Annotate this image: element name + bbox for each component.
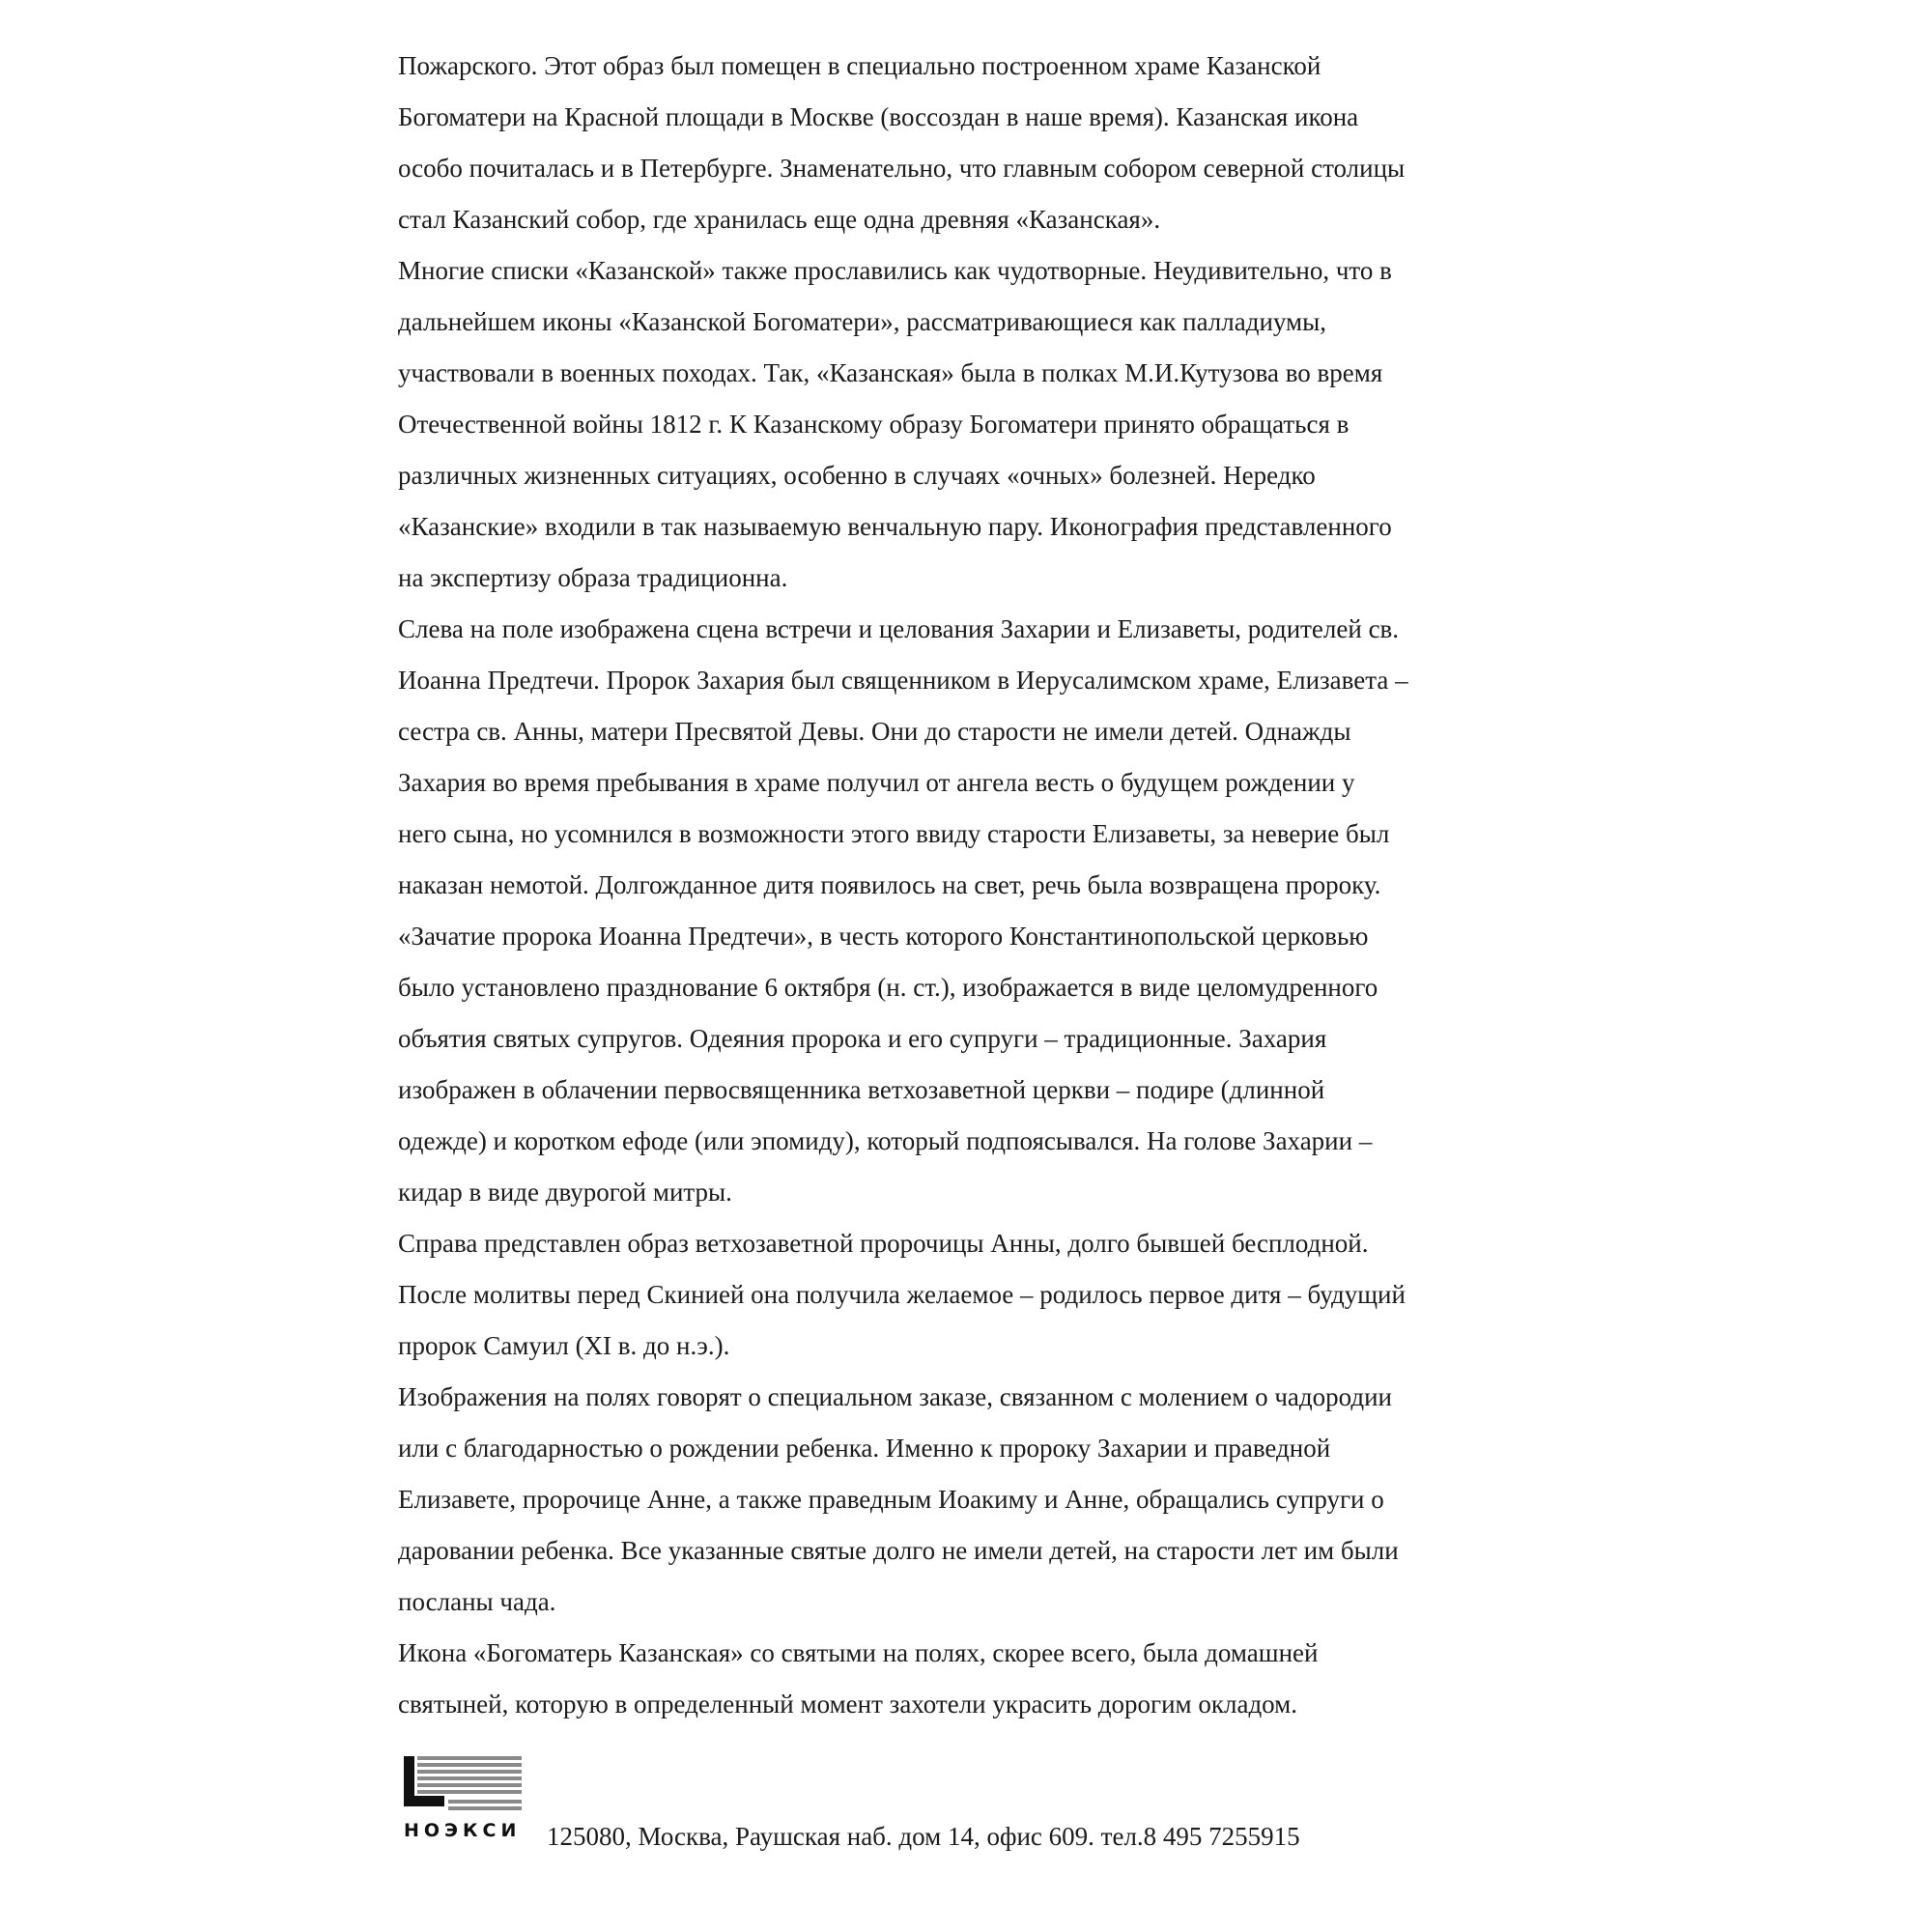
text-line: Справа представлен образ ветхозаветной пророчицы Анны, долго бывшей бесплодной. [398,1229,1369,1258]
footer-address: 125080, Москва, Раушская наб. дом 14, офис 609. тел.8 495 7255915 [547,1822,1300,1851]
text-line: пророк Самуил (XI в. до н.э.). [398,1331,730,1360]
text-line: изображен в облачении первосвященника ветхозаветной церкви – подире (длинной [398,1075,1325,1104]
text-line: Слева на поле изображена сцена встречи и целования Захарии и Елизаветы, родителей св. [398,614,1400,643]
text-line: Богоматери на Красной площади в Москве (воссоздан в наше время). Казанская икона [398,102,1359,131]
text-line: участвовали в военных походах. Так, «Казанская» была в полках М.И.Кутузова во время [398,358,1383,387]
text-line: даровании ребенка. Все указанные святые долго не имели детей, на старости лет им были [398,1536,1399,1565]
text-line: святыней, которую в определенный момент захотели украсить дорогим окладом. [398,1690,1297,1719]
text-line: стал Казанский собор, где хранилась еще одна древняя «Казанская». [398,205,1161,234]
text-line: «Казанские» входили в так называемую венчальную пару. Иконография представленного [398,512,1392,541]
text-line: особо почиталась и в Петербурге. Знаменательно, что главным собором северной столицы [398,154,1406,183]
text-line: Отечественной войны 1812 г. К Казанскому образу Богоматери принято обращаться в [398,410,1350,439]
noeksi-logo [404,1756,522,1845]
text-line: дальнейшем иконы «Казанской Богоматери», рассматривающиеся как палладиумы, [398,307,1327,336]
text-line: на экспертизу образа традиционна. [398,563,788,592]
text-line: Иоанна Предтечи. Пророк Захария был священником в Иерусалимском храме, Елизавета – [398,666,1408,695]
footer [404,1756,1563,1862]
logo-text: НОЭКСИ [404,1820,522,1841]
text-line: или с благодарностью о рождении ребенка. Именно к пророку Захарии и праведной [398,1434,1331,1463]
text-line: было установлено празднование 6 октября (н. ст.), изображается в виде целомудренного [398,973,1378,1002]
text-line: него сына, но усомнился в возможности этого ввиду старости Елизаветы, за неверие был [398,819,1390,848]
text-line: наказан немотой. Долгожданное дитя появилось на свет, речь была возвращена пророку. [398,870,1381,899]
text-line: Захария во время пребывания в храме получил от ангела весть о будущем рождении у [398,768,1355,797]
text-line: «Зачатие пророка Иоанна Предтечи», в честь которого Константинопольской церковью [398,922,1369,951]
text-line: посланы чада. [398,1587,556,1616]
text-line: Елизавете, пророчице Анне, а также праведным Иоакиму и Анне, обращались супруги о [398,1485,1384,1514]
text-line: Изображения на полях говорят о специальном заказе, связанном с молением о чадородии [398,1382,1392,1411]
text-line: кидар в виде двурогой митры. [398,1178,732,1207]
text-line: одежде) и коротком ефоде (или эпомиду), который подпоясывался. На голове Захарии – [398,1126,1373,1155]
text-line: сестра св. Анны, матери Пресвятой Девы. Они до старости не имели детей. Однажды [398,717,1351,746]
text-line: После молитвы перед Скинией она получила желаемое – родилось первое дитя – будущий [398,1280,1406,1309]
text-line: Пожарского. Этот образ был помещен в специально построенном храме Казанской [398,51,1321,80]
text-line: Многие списки «Казанской» также прославились как чудотворные. Неудивительно, что в [398,256,1392,285]
text-line: объятия святых супругов. Одеяния пророка и его супруги – традиционные. Захария [398,1024,1327,1053]
body-text [398,41,1557,1730]
noeksi-logo-icon [404,1756,522,1810]
text-line: Икона «Богоматерь Казанская» со святыми на полях, скорее всего, была домашней [398,1638,1319,1667]
text-line: различных жизненных ситуациях, особенно в случаях «очных» болезней. Нередко [398,461,1316,490]
